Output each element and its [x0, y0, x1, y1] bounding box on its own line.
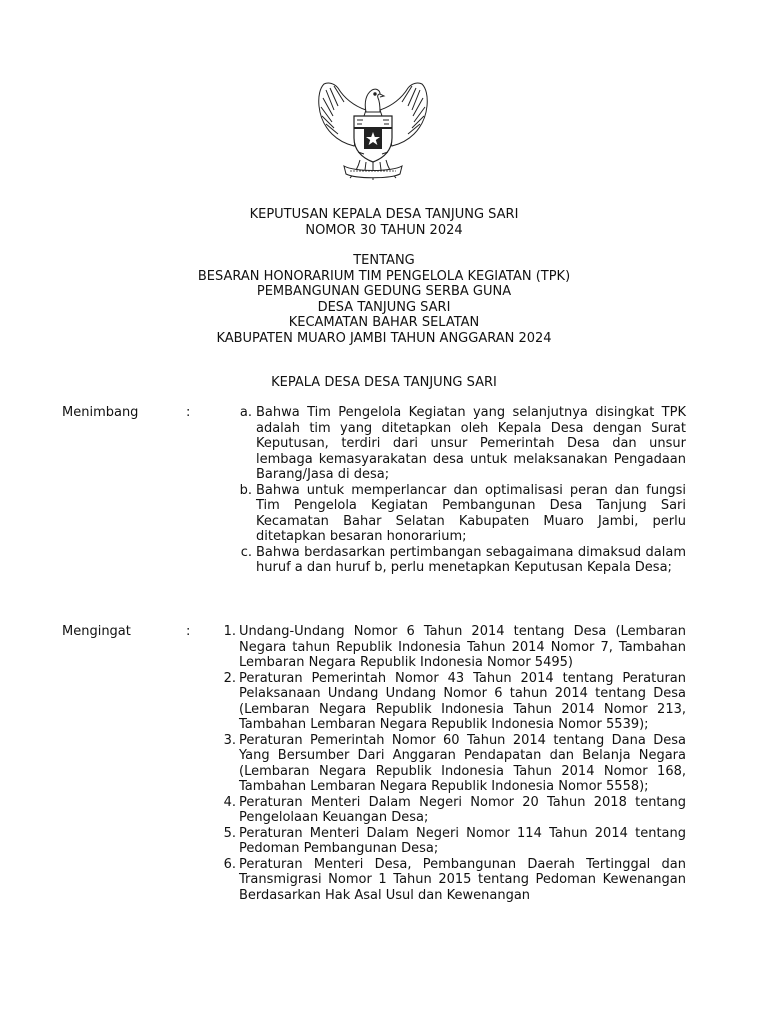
subject-line: KABUPATEN MUARO JAMBI TAHUN ANGGARAN 2024	[216, 330, 552, 346]
list-item-text: Peraturan Pemerintah Nomor 60 Tahun 2014 tentang Dana Desa Yang Bersumber Dari Anggaran Pendapatan dan Belanja Negara (Lembaran Negara Republik Indonesia Tahun 2014 Nomor 168, Tambahan Lembaran Negara Republik Indonesia Nomor 5558);	[239, 732, 686, 794]
list-item	[216, 826, 686, 857]
list-item-text: Undang-Undang Nomor 6 Tahun 2014 tentang Desa (Lembaran Negara tahun Republik Indonesia Tahun 2014 Nomor 7, Tambahan Lembaran Negara Republik Indonesia Nomor 5495)	[239, 624, 686, 670]
menimbang-colon: :	[186, 405, 191, 420]
list-item	[216, 733, 686, 795]
list-marker: 1.	[223, 624, 236, 639]
list-marker: 4.	[223, 794, 236, 810]
list-item	[216, 624, 686, 671]
list-item	[234, 405, 686, 483]
mengingat-list	[216, 624, 686, 903]
list-marker: 3.	[223, 732, 236, 748]
list-item	[234, 545, 686, 576]
list-item-text: Peraturan Menteri Dalam Negeri Nomor 114 Tahun 2014 tentang Pedoman Pembangunan Desa;	[239, 825, 686, 856]
list-item	[216, 671, 686, 733]
issuer-text: KEPALA DESA DESA TANJUNG SARI	[271, 375, 497, 390]
subject-line: KECAMATAN BAHAR SELATAN	[288, 315, 480, 330]
tentang-label: TENTANG	[353, 253, 415, 268]
subject-line: BESARAN HONORARIUM TIM PENGELOLA KEGIATAN (TPK)	[197, 268, 571, 284]
list-item-text: Bahwa Tim Pengelola Kegiatan yang selanjutnya disingkat TPK adalah tim yang ditetapkan oleh Kepala Desa dengan Surat Keputusan, terdiri dari unsur Pemerintah Desa dan unsur lembaga kemasyarakatan desa untuk melaksanakan Pengadaan Barang/Jasa di desa;	[256, 405, 686, 482]
list-marker: 6.	[223, 856, 236, 872]
list-item-text: Peraturan Menteri Desa, Pembangunan Daerah Tertinggal dan Transmigrasi Nomor 1 Tahun 2015 tentang Pedoman Kewenangan Berdasarkan Hak Asal Usul dan Kewenangan	[239, 856, 686, 903]
issuer-heading	[0, 375, 768, 391]
list-item	[216, 795, 686, 826]
subject-line: DESA TANJUNG SARI	[317, 299, 451, 315]
mengingat-colon: :	[186, 624, 191, 639]
list-marker: 2.	[223, 670, 236, 686]
list-marker: b.	[239, 482, 252, 498]
list-item-text: Bahwa berdasarkan pertimbangan sebagaimana dimaksud dalam huruf a dan huruf b, perlu menetapkan Keputusan Kepala Desa;	[256, 544, 686, 575]
mengingat-label: Mengingat	[62, 624, 131, 639]
list-marker: a.	[239, 405, 252, 420]
menimbang-list	[234, 405, 686, 576]
list-item	[234, 483, 686, 545]
garuda-emblem-icon	[314, 80, 432, 184]
decree-title	[0, 207, 768, 238]
list-marker: c.	[240, 544, 252, 560]
decree-title-line-1: KEPUTUSAN KEPALA DESA TANJUNG SARI	[249, 207, 519, 222]
decree-number: NOMOR 30 TAHUN 2024	[305, 222, 463, 238]
list-item	[216, 857, 686, 904]
subject-line: PEMBANGUNAN GEDUNG SERBA GUNA	[256, 284, 512, 299]
list-marker: 5.	[223, 825, 236, 841]
list-item-text: Peraturan Menteri Dalam Negeri Nomor 20 Tahun 2018 tentang Pengelolaan Keuangan Desa;	[239, 794, 686, 825]
decree-subject	[0, 253, 768, 346]
menimbang-label: Menimbang	[62, 405, 139, 420]
list-item-text: Peraturan Pemerintah Nomor 43 Tahun 2014 tentang Peraturan Pelaksanaan Undang Undang Nomor 6 tahun 2014 tentang Desa (Lembaran Negara Republik Indonesia Tahun 2014 Nomor 213, Tambahan Lembaran Negara Republik Indonesia Nomor 5539);	[239, 670, 686, 732]
list-item-text: Bahwa untuk memperlancar dan optimalisasi peran dan fungsi Tim Pengelola Kegiatan Pembangunan Desa Tanjung Sari Kecamatan Bahar Selatan Kabupaten Muaro Jambi, perlu ditetapkan besaran honorarium;	[256, 482, 686, 544]
